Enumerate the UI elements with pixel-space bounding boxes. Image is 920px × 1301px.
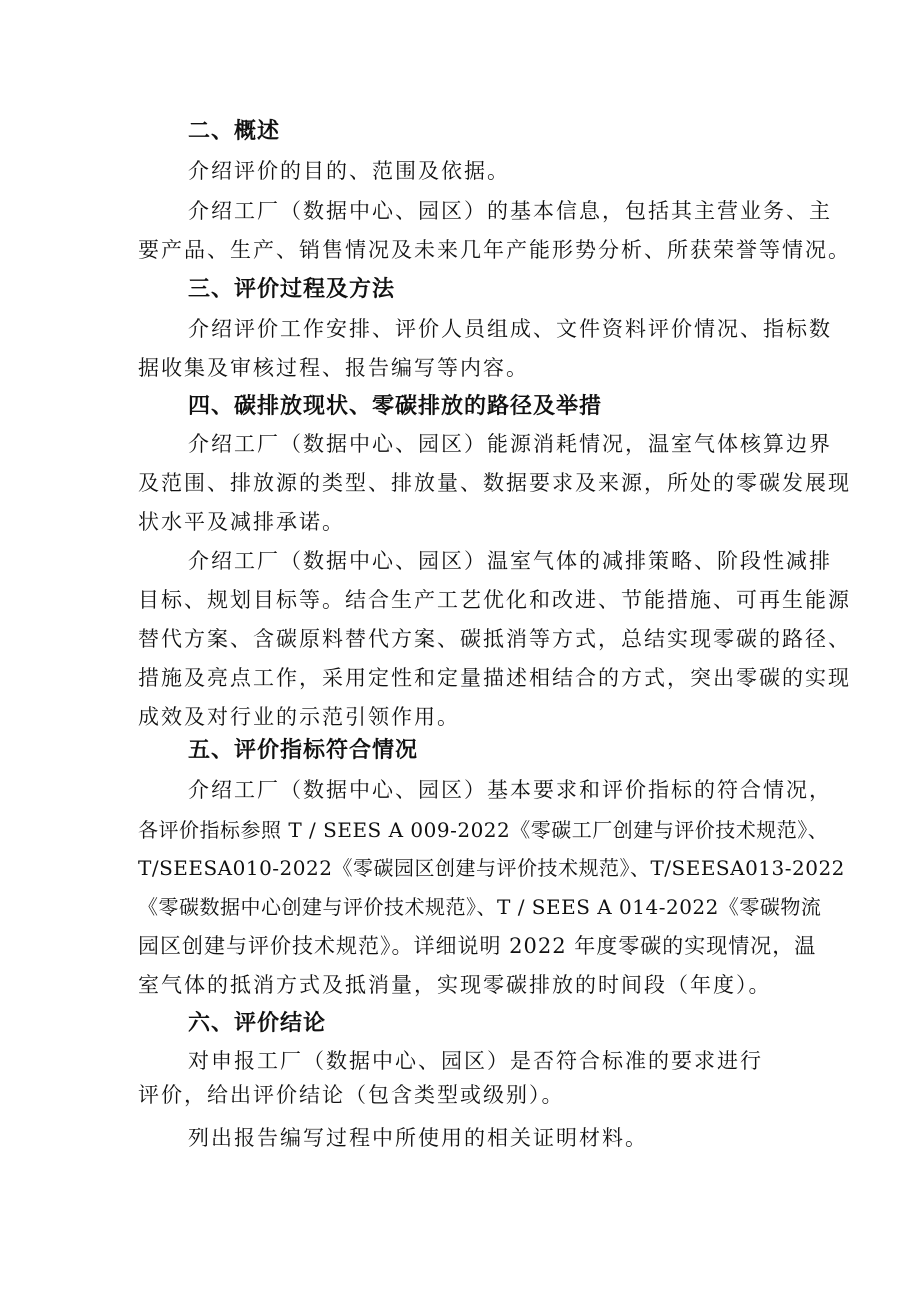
paragraph-line: 成效及对行业的示范引领作用。: [138, 705, 460, 729]
paragraph-line: 对申报工厂（数据中心、园区）是否符合标准的要求进行: [188, 1049, 763, 1073]
paragraph-line: 据收集及审核过程、报告编写等内容。: [138, 356, 529, 380]
paragraph-line: 状水平及减排承诺。: [138, 510, 345, 534]
heading-overview: 二、概述: [188, 119, 281, 144]
paragraph-line: 园区创建与评价技术规范》。详细说明 2022 年度零碳的实现情况，温: [138, 934, 817, 958]
paragraph-line: 及范围、排放源的类型、排放量、数据要求及来源，所处的零碳发展现: [138, 471, 851, 495]
paragraph-line: 室气体的抵消方式及抵消量，实现零碳排放的时间段（年度）。: [138, 973, 772, 997]
paragraph-line: 评价，给出评价结论（包含类型或级别）。: [138, 1083, 565, 1107]
paragraph-line: 要产品、生产、销售情况及未来几年产能形势分析、所获荣誉等情况。: [138, 238, 851, 262]
heading-carbon-status: 四、碳排放现状、零碳排放的路径及举措: [188, 394, 603, 419]
paragraph-line: 各评价指标参照 T / SEES A 009-2022《零碳工厂创建与评价技术规范》、: [138, 818, 829, 842]
paragraph-line: 目标、规划目标等。结合生产工艺优化和改进、节能措施、可再生能源: [138, 588, 851, 612]
heading-indicators: 五、评价指标符合情况: [188, 738, 419, 763]
paragraph-line: T/SEESA010-2022《零碳园区创建与评价技术规范》、T/SEESA013-2022: [138, 856, 845, 880]
paragraph-line: 介绍工厂（数据中心、园区）温室气体的减排策略、阶段性减排: [188, 549, 832, 573]
paragraph-line: 列出报告编写过程中所使用的相关证明材料。: [188, 1126, 648, 1150]
heading-process-method: 三、评价过程及方法: [188, 277, 396, 302]
paragraph-line: 介绍工厂（数据中心、园区）基本要求和评价指标的符合情况，: [188, 778, 832, 802]
heading-conclusion: 六、评价结论: [188, 1011, 327, 1036]
paragraph-line: 《零碳数据中心创建与评价技术规范》、T / SEES A 014-2022《零碳物流: [138, 895, 822, 919]
paragraph-line: 介绍评价工作安排、评价人员组成、文件资料评价情况、指标数: [188, 317, 832, 341]
paragraph-line: 措施及亮点工作，采用定性和定量描述相结合的方式，突出零碳的实现: [138, 666, 851, 690]
paragraph-line: 替代方案、含碳原料替代方案、碳抵消等方式，总结实现零碳的路径、: [138, 627, 851, 651]
paragraph-line: 介绍工厂（数据中心、园区）的基本信息，包括其主营业务、主: [188, 199, 832, 223]
paragraph-line: 介绍工厂（数据中心、园区）能源消耗情况，温室气体核算边界: [188, 432, 832, 456]
paragraph-line: 介绍评价的目的、范围及依据。: [188, 159, 510, 183]
